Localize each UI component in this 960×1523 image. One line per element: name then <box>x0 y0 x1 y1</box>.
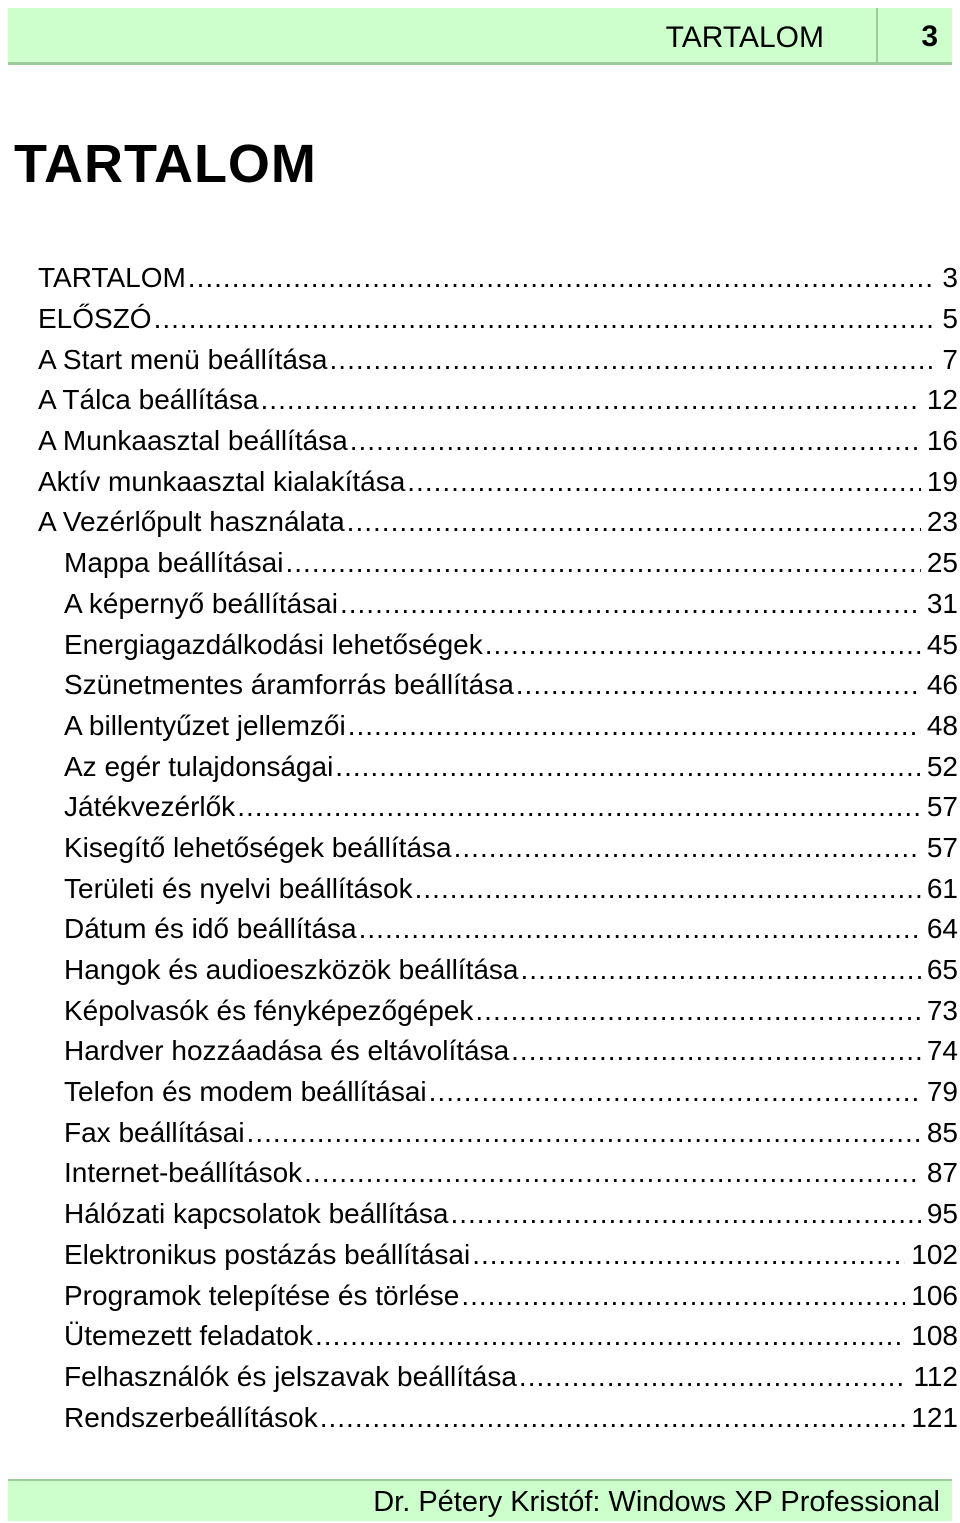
toc-entry-page: 31 <box>926 587 958 619</box>
toc-dot-leader <box>330 343 937 377</box>
toc-entry-label: Telefon és modem beállításai <box>64 1076 427 1108</box>
toc-dot-leader <box>454 831 921 865</box>
toc-entry[interactable] <box>38 502 960 543</box>
toc-entry-page: 106 <box>911 1279 958 1311</box>
toc-entry[interactable] <box>64 909 960 950</box>
toc-entry-label: Az egér tulajdonságai <box>64 750 334 782</box>
toc-entry-label: A billentyűzet jellemzői <box>64 709 346 741</box>
toc-entry[interactable] <box>64 787 960 828</box>
toc-entry[interactable] <box>64 543 960 584</box>
toc-dot-leader <box>340 587 921 621</box>
toc-dot-leader <box>261 383 921 417</box>
toc-entry-page: 46 <box>926 669 958 701</box>
toc-entry-label: Felhasználók és jelszavak beállítása <box>64 1360 517 1392</box>
toc-entry-page: 112 <box>913 1360 958 1392</box>
toc-entry-page: 108 <box>911 1320 958 1352</box>
toc-entry-label: Hálózati kapcsolatok beállítása <box>64 1198 449 1230</box>
toc-entry[interactable] <box>64 1031 960 1072</box>
table-of-contents <box>0 258 960 1438</box>
toc-entry-label: Hangok és audioeszközök beállítása <box>64 954 519 986</box>
toc-entry[interactable] <box>64 624 960 665</box>
toc-entry[interactable] <box>38 421 960 462</box>
toc-dot-leader <box>429 1075 921 1109</box>
toc-dot-leader <box>485 628 921 662</box>
toc-entry[interactable] <box>64 1194 960 1235</box>
toc-entry[interactable] <box>64 1112 960 1153</box>
page-header <box>8 8 952 65</box>
toc-entry-label: Aktív munkaasztal kialakítása <box>38 465 406 497</box>
toc-entry-label: Ütemezett feladatok <box>64 1320 314 1352</box>
toc-entry-page: 12 <box>926 384 958 416</box>
toc-entry[interactable] <box>64 1397 960 1438</box>
toc-dot-leader <box>472 1238 905 1272</box>
header-page-number: 3 <box>921 20 938 53</box>
toc-entry-label: Dátum és idő beállítása <box>64 913 357 945</box>
toc-entry-label: Területi és nyelvi beállítások <box>64 872 413 904</box>
toc-entry-page: 85 <box>926 1116 958 1148</box>
toc-entry-label: Fax beállításai <box>64 1116 245 1148</box>
toc-dot-leader <box>450 1197 920 1231</box>
toc-entry-page: 102 <box>911 1238 958 1270</box>
toc-entry-page: 73 <box>926 994 958 1026</box>
toc-dot-leader <box>335 750 921 784</box>
toc-entry-page: 57 <box>926 831 958 863</box>
toc-entry-label: Energiagazdálkodási lehetőségek <box>64 628 483 660</box>
toc-entry-page: 48 <box>926 709 958 741</box>
toc-entry-label: ELŐSZÓ <box>38 303 152 335</box>
toc-entry-page: 23 <box>926 506 958 538</box>
toc-entry-label: Képolvasók és fényképezőgépek <box>64 994 474 1026</box>
toc-dot-leader <box>320 1401 906 1435</box>
toc-entry[interactable] <box>38 339 960 380</box>
header-title: TARTALOM <box>665 21 824 54</box>
toc-entry-label: Hardver hozzáadása és eltávolítása <box>64 1035 510 1067</box>
toc-entry-page: 61 <box>926 872 958 904</box>
toc-entry-label: A Munkaasztal beállítása <box>38 425 348 457</box>
toc-entry-label: Kisegítő lehetőségek beállítása <box>64 831 452 863</box>
toc-entry[interactable] <box>64 1275 960 1316</box>
toc-dot-leader <box>407 465 921 499</box>
toc-dot-leader <box>188 261 937 295</box>
toc-entry-page: 45 <box>926 628 958 660</box>
toc-entry-page: 25 <box>926 547 958 579</box>
toc-dot-leader <box>519 1360 907 1394</box>
toc-dot-leader <box>511 1034 921 1068</box>
toc-entry[interactable] <box>64 1357 960 1398</box>
footer-text: Dr. Pétery Kristóf: Windows XP Professional <box>373 1486 940 1518</box>
toc-entry-page: 57 <box>926 791 958 823</box>
toc-dot-leader <box>154 302 937 336</box>
toc-entry-label: Programok telepítése és törlése <box>64 1279 460 1311</box>
toc-entry-label: Játékvezérlők <box>64 791 236 823</box>
toc-entry[interactable] <box>64 950 960 991</box>
toc-entry[interactable] <box>64 990 960 1031</box>
toc-dot-leader <box>475 994 920 1028</box>
toc-dot-leader <box>347 505 921 539</box>
toc-entry-page: 7 <box>942 343 958 375</box>
page-footer <box>8 1479 952 1521</box>
toc-entry-page: 52 <box>926 750 958 782</box>
toc-entry[interactable] <box>64 665 960 706</box>
toc-entry-page: 65 <box>926 954 958 986</box>
toc-entry[interactable] <box>64 1235 960 1276</box>
toc-dot-leader <box>516 668 921 702</box>
toc-entry[interactable] <box>38 380 960 421</box>
toc-dot-leader <box>285 546 920 580</box>
toc-entry-page: 19 <box>926 465 958 497</box>
toc-entry[interactable] <box>64 1153 960 1194</box>
toc-entry[interactable] <box>64 584 960 625</box>
toc-dot-leader <box>359 912 921 946</box>
toc-entry-page: 121 <box>911 1401 958 1433</box>
toc-entry[interactable] <box>64 868 960 909</box>
toc-entry[interactable] <box>64 1072 960 1113</box>
toc-entry[interactable] <box>64 746 960 787</box>
header-divider <box>876 8 878 62</box>
toc-entry[interactable] <box>64 706 960 747</box>
toc-dot-leader <box>415 872 921 906</box>
toc-dot-leader <box>237 790 921 824</box>
toc-entry-label: Internet-beállítások <box>64 1157 303 1189</box>
toc-entry-label: Szünetmentes áramforrás beállítása <box>64 669 514 701</box>
toc-entry[interactable] <box>64 1316 960 1357</box>
toc-entry-page: 87 <box>926 1157 958 1189</box>
toc-dot-leader <box>350 424 921 458</box>
toc-entry-label: A képernyő beállításai <box>64 587 338 619</box>
toc-entry[interactable] <box>38 258 960 299</box>
toc-entry-label: A Vezérlőpult használata <box>38 506 345 538</box>
toc-dot-leader <box>304 1156 921 1190</box>
toc-entry-label: Elektronikus postázás beállításai <box>64 1238 471 1270</box>
toc-entry[interactable] <box>38 461 960 502</box>
toc-entry[interactable] <box>38 299 960 340</box>
toc-dot-leader <box>348 709 921 743</box>
toc-dot-leader <box>521 953 921 987</box>
toc-entry-page: 3 <box>942 262 958 294</box>
toc-dot-leader <box>247 1116 921 1150</box>
toc-entry-page: 16 <box>926 425 958 457</box>
toc-entry-label: A Start menü beállítása <box>38 343 328 375</box>
toc-entry-label: Rendszerbeállítások <box>64 1401 318 1433</box>
toc-entry-page: 79 <box>926 1076 958 1108</box>
toc-dot-leader <box>315 1319 905 1353</box>
toc-entry-label: TARTALOM <box>38 262 186 294</box>
toc-entry-label: Mappa beállításai <box>64 547 284 579</box>
toc-entry-label: A Tálca beállítása <box>38 384 259 416</box>
toc-entry-page: 95 <box>926 1198 958 1230</box>
toc-entry-page: 64 <box>926 913 958 945</box>
toc-dot-leader <box>461 1279 905 1313</box>
page-title: TARTALOM <box>14 134 317 194</box>
toc-entry-page: 5 <box>942 303 958 335</box>
toc-entry-page: 74 <box>926 1035 958 1067</box>
toc-entry[interactable] <box>64 828 960 869</box>
